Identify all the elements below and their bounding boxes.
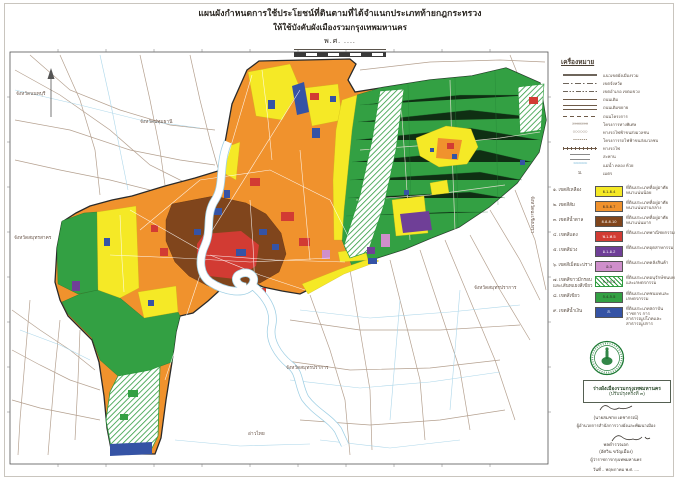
label-samutprakan-east: จังหวัดสมุทรปราการ [474, 286, 517, 291]
signature-date: วันที่ .. พฤษภาคม พ.ศ. .... [592, 467, 640, 472]
signature-block [560, 414, 672, 473]
river-canal-icon: ≈≈≈≈≈ [573, 161, 587, 168]
landuse-legend [553, 186, 675, 326]
landuse-row-brown: ๓. เขตสีน้ำตาล ย.8-ย.10 ที่ดินประเภทที่อยู่อาศัยหนาแน่นมาก [553, 215, 669, 226]
landuse-row-green: ๘. เขตสีเขียว ก.4-ก.5 ที่ดินประเภทชนบทและเกษตรกรรม [553, 291, 670, 302]
label-nonthaburi: จังหวัดนนทบุรี [16, 92, 46, 97]
director-title: ผู้อำนวยการสำนักการวางผังและพัฒนาเมือง [576, 423, 656, 428]
label-chachoengsao: จังหวัดฉะเชิงเทรา [529, 196, 534, 234]
swatch-yellow: ย.1-ย.4 [595, 186, 623, 197]
stamp-line1: ร่างผังเมืองรวมกรุงเทพมหานคร [593, 385, 661, 392]
landuse-row-orange: ๒. เขตสีส้ม ย.5-ย.7 ที่ดินประเภทที่อยู่อาศัยหนาแน่นปานกลาง [553, 200, 669, 211]
mass-transit-project-icon: ∘∘∘∘∘∘∘ [572, 137, 588, 142]
planned-road-line-icon [563, 116, 597, 117]
legend-symbol-row: ทางรถไฟ [561, 145, 675, 153]
governor-title: ผู้ว่าราชการกรุงเทพมหานคร [590, 457, 642, 462]
governor-rank: พลตำรวจเอก [603, 442, 629, 447]
governor-name: (อัศวิน ขวัญเมือง) [599, 449, 633, 454]
title-block [150, 6, 530, 57]
bridge-icon [570, 154, 590, 160]
legend-symbol-row: ถนนเดิม [561, 96, 675, 104]
zone-topright-hatch [518, 84, 544, 133]
stamp-line2: (ปรับปรุงครั้งที่ ๓) [609, 391, 645, 397]
landuse-row-hatch: ๗. เขตสีขาวมีกรอบและเส้นทแยงสีเขียว ก.1-ก.3 ที่ดินประเภทอนุรักษ์ชนบทและเกษตรกรรม [553, 275, 675, 288]
swatch-green: ก.4-ก.5 [595, 292, 623, 303]
legend-symbol-row: เขตจังหวัด [561, 79, 675, 87]
swatch-hatch: ก.1-ก.3 [595, 276, 623, 287]
zone-coast-blue [110, 442, 152, 456]
legend-symbol-row: ถนนเดิมขยาย [561, 104, 675, 112]
label-samutprakan: จังหวัดสมุทรปราการ [286, 366, 329, 371]
landuse-row-purple: ๕. เขตสีม่วง อ.1-อ.2 ที่ดินประเภทอุตสาหกรรม [553, 246, 675, 257]
plan-boundary-line-icon [563, 74, 597, 77]
zone-hatch-green-dot2 [120, 414, 128, 420]
swatch-purple: อ.1-อ.2 [595, 246, 623, 257]
district-boundary-line-icon [563, 91, 597, 92]
swatch-red: พ.1-พ.5 [595, 231, 623, 242]
legend-symbol-row: สะพาน [561, 153, 675, 161]
legend-symbol-row: ถนนโครงการ [561, 112, 675, 120]
swatch-orange: ย.5-ย.7 [595, 201, 623, 212]
map-title-line1: แผนผังกำหนดการใช้ประโยชน์ที่ดินตามที่ได้จำแนกประเภทท้ายกฎกระทรวง [198, 8, 482, 18]
legend-symbol-row: เขตอำเภอ เขตแขวง [561, 87, 675, 95]
landuse-row-yellow: ๑. เขตสีเหลือง ย.1-ย.4 ที่ดินประเภทที่อยู่อาศัยหนาแน่นน้อย [553, 185, 669, 196]
legend-panel [553, 57, 675, 331]
expressway-project-icon: »»»»»»» [572, 120, 588, 126]
landuse-row-plum: ๖. เขตสีเม็ดมะปราง อ.3 ที่ดินประเภทคลังสินค้า [553, 261, 675, 272]
legend-symbol-row: »»»»»»» โครงการทางพิเศษ [572, 120, 637, 127]
landuse-row-red: ๔. เขตสีแดง พ.1-พ.5 ที่ดินประเภทพาณิชยกรรม [553, 231, 675, 242]
legend-symbol-row: ○○○○○○ ทางรถไฟฟ้าขนส่งมวลชน [572, 129, 650, 135]
label-pathumthani: จังหวัดปทุมธานี [140, 120, 173, 125]
meter-abbrev-icon: ม. [578, 170, 582, 176]
director-name: (นายสมชาย เดชากรณ์) [593, 415, 639, 420]
widened-road-line-icon [563, 105, 597, 110]
legend-symbol-row: ≈≈≈≈≈ แม่น้ำ คลอง ห้วย [573, 161, 634, 168]
swatch-brown: ย.8-ย.10 [595, 216, 623, 227]
legend-symbol-row: ∘∘∘∘∘∘∘ โครงการรถไฟฟ้าขนส่งมวลชน [572, 137, 659, 144]
railway-line-icon [563, 147, 597, 150]
existing-road-line-icon [563, 99, 597, 100]
label-samutsakhon: จังหวัดสมุทรสาคร [14, 236, 52, 241]
label-gulf-of-thailand: อ่าวไทย [248, 432, 265, 437]
province-boundary-line-icon [563, 83, 597, 84]
landuse-row-blue: ๙. เขตสีน้ำเงิน ส. ที่ดินประเภทสถาบันราชการ การสาธารณูปโภคและสาธารณูปการ [553, 306, 664, 326]
scale-bar [294, 49, 386, 57]
swatch-blue: ส. [595, 307, 623, 318]
zone-hatch-green-dot [128, 390, 138, 397]
legend-symbol-row: แนวเขตผังเมืองรวม [561, 71, 675, 79]
legend-symbol-row: ม. เมตร [578, 170, 613, 176]
legend-header: เครื่องหมาย [561, 59, 595, 66]
swatch-plum: อ.3 [595, 261, 623, 272]
bma-seal [591, 342, 624, 375]
map-title-line2: ให้ใช้บังคับผังเมืองรวมกรุงเทพมหานคร [273, 23, 407, 32]
mass-transit-icon: ○○○○○○ [572, 129, 588, 135]
plan-stamp-box [583, 380, 671, 403]
map-title-era: พ.ศ. .... [324, 38, 356, 45]
